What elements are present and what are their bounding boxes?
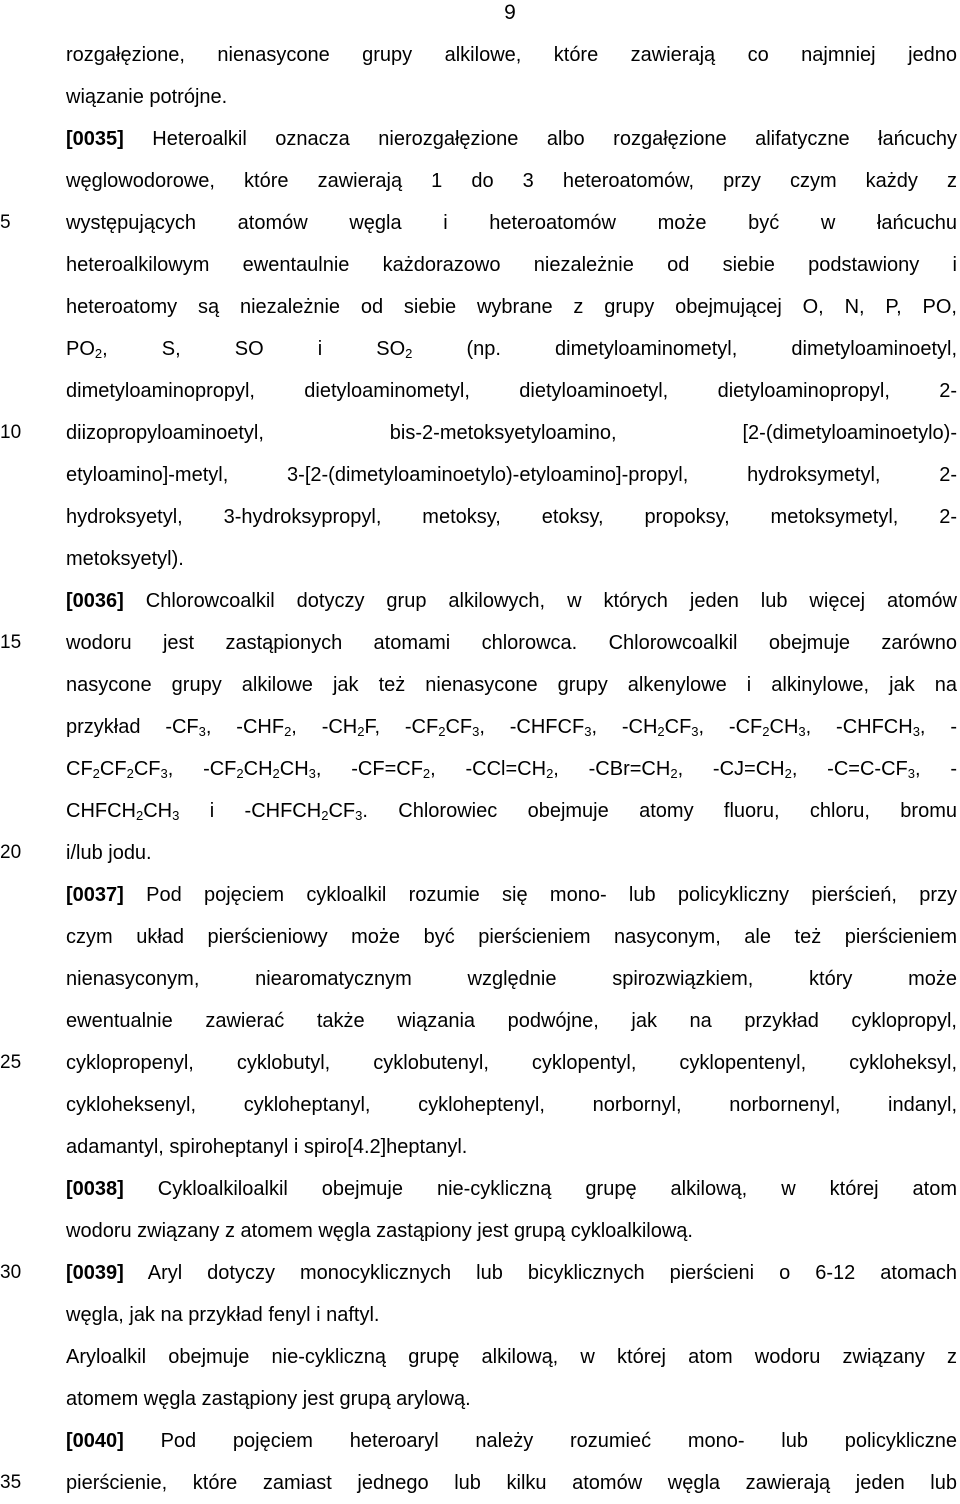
text-line — [66, 370, 957, 412]
text-run: , -CJ=CH — [677, 758, 785, 780]
text-line — [66, 412, 957, 454]
subscript: 2 — [670, 766, 678, 781]
text-line — [66, 1420, 957, 1462]
text-line — [66, 118, 957, 160]
subscript: 2 — [94, 346, 103, 361]
text-run: Chlorowcoalkil dotyczy grup alkilowych, w których jeden lub więcej atomów — [123, 590, 957, 612]
text-run: . Chlorowiec obejmuje atomy fluoru, chloru, bromu — [362, 800, 957, 822]
subscript: 2 — [762, 724, 770, 739]
paragraph-tag: [0037] — [66, 884, 124, 906]
text-run: występujących atomów węgla i heteroatomów może być w łańcuchu — [66, 212, 957, 234]
subscript: 2 — [136, 808, 144, 823]
subscript: 2 — [272, 766, 280, 781]
subscript: 3 — [907, 766, 915, 781]
text-run: , -CH — [291, 716, 358, 738]
text-run: cykloheksenyl, cykloheptanyl, cykloheptenyl, norbornyl, norbornenyl, indanyl, — [66, 1094, 957, 1116]
line-number: 10 — [0, 422, 22, 443]
text-line — [66, 328, 957, 370]
text-run: czym układ pierścieniowy może być pierścieniem nasyconym, ale też pierścieniem — [66, 926, 957, 948]
subscript: 3 — [584, 724, 592, 739]
text-run: F, -CF — [364, 716, 439, 738]
text-line — [66, 286, 957, 328]
text-run: Heteroalkil oznacza nierozgałęzione albo rozgałęzione alifatyczne łańcuchy — [123, 128, 957, 150]
subscript: 3 — [691, 724, 699, 739]
subscript: 2 — [657, 724, 665, 739]
text-run: CF — [328, 800, 356, 822]
line-number: 30 — [0, 1262, 22, 1283]
text-line — [66, 34, 957, 76]
subscript: 2 — [284, 724, 292, 739]
text-run: wodoru związany z atomem węgla zastąpiony jest grupą cykloalkilową. — [66, 1220, 693, 1242]
paragraph-tag: [0040] — [66, 1430, 124, 1452]
text-line — [66, 202, 957, 244]
text-line — [66, 496, 957, 538]
text-run: CH — [243, 758, 273, 780]
text-run: atomem węgla zastąpiony jest grupą arylową. — [66, 1388, 471, 1410]
text-run: Aryloalkil obejmuje nie-cykliczną grupę alkilową, w której atom wodoru związany z — [66, 1346, 957, 1368]
subscript: 3 — [355, 808, 363, 823]
paragraph-tag: [0036] — [66, 590, 124, 612]
subscript: 3 — [198, 724, 206, 739]
text-run: , - — [914, 758, 957, 780]
text-run: , -CHFCF — [479, 716, 585, 738]
text-line — [66, 244, 957, 286]
text-run: PO — [66, 338, 95, 360]
subscript: 3 — [798, 724, 806, 739]
text-run: hydroksyetyl, 3-hydroksypropyl, metoksy, etoksy, propoksy, metoksymetyl, 2- — [66, 506, 957, 528]
subscript: 2 — [422, 766, 431, 781]
text-run: , - — [919, 716, 957, 738]
text-run: CH — [143, 800, 173, 822]
text-line — [66, 1042, 957, 1084]
text-run: nasycone grupy alkilowe jak też nienasycone grupy alkenylowe i alkinylowe, jak na — [66, 674, 957, 696]
text-run: ewentualnie zawierać także wiązania podwójne, jak na przykład cyklopropyl, — [66, 1010, 957, 1032]
text-run: cyklopropenyl, cyklobutyl, cyklobutenyl, cyklopentyl, cyklopentenyl, cykloheksyl, — [66, 1052, 957, 1074]
text-run: Aryl dotyczy monocyklicznych lub bicyklicznych pierścieni o 6-12 atomach — [123, 1262, 957, 1284]
subscript: 2 — [236, 766, 244, 781]
text-line — [66, 1378, 957, 1420]
text-run: metoksyetyl). — [66, 548, 184, 570]
text-line — [66, 790, 957, 832]
text-run: , -CHFCH — [805, 716, 913, 738]
text-run: węglowodorowe, które zawierają 1 do 3 heteroatomów, przy czym każdy z — [66, 170, 957, 192]
subscript: 2 — [784, 766, 792, 781]
text-run: rozgałęzione, nienasycone grupy alkilowe, które zawierają co najmniej jedno — [66, 44, 957, 66]
text-line — [66, 1252, 957, 1294]
subscript: 2 — [126, 766, 134, 781]
text-run: Pod pojęciem heteroaryl należy rozumieć mono- lub policykliczne — [123, 1430, 957, 1452]
subscript: 2 — [546, 766, 554, 781]
text-run: , -CBr=CH — [553, 758, 671, 780]
subscript: 3 — [912, 724, 920, 739]
subscript: 3 — [172, 808, 180, 823]
text-line — [66, 1000, 957, 1042]
text-run: CF — [664, 716, 692, 738]
text-run: , -CCl=CH — [430, 758, 547, 780]
text-run: (np. dimetyloaminometyl, dimetyloaminoetyl, — [412, 338, 957, 360]
text-line — [66, 454, 957, 496]
text-run: wiązanie potrójne. — [66, 86, 228, 108]
text-run: diizopropyloaminoetyl, bis-2-metoksyetyloamino, [2-(dimetyloaminoetylo)- — [66, 422, 957, 444]
subscript: 2 — [357, 724, 365, 739]
text-run: dimetyloaminopropyl, dietyloaminometyl, dietyloaminoetyl, dietyloaminopropyl, 2- — [66, 380, 957, 402]
text-line — [66, 1336, 957, 1378]
text-line — [66, 916, 957, 958]
text-run: CF — [445, 716, 473, 738]
page-number: 9 — [504, 1, 516, 24]
text-run: CF — [133, 758, 161, 780]
subscript: 2 — [92, 766, 100, 781]
text-run: wodoru jest zastąpionych atomami chlorowca. Chlorowcoalkil obejmuje zarówno — [66, 632, 957, 654]
text-run: węgla, jak na przykład fenyl i naftyl. — [66, 1304, 380, 1326]
text-run: Pod pojęciem cykloalkil rozumie się mono- lub policykliczny pierścień, przy — [123, 884, 957, 906]
text-run: etyloamino]-metyl, 3-[2-(dimetyloaminoetylo)-etyloamino]-propyl, hydroksymetyl, 2- — [66, 464, 957, 486]
text-run: adamantyl, spiroheptanyl i spiro[4.2]heptanyl. — [66, 1136, 468, 1158]
text-line — [66, 76, 957, 118]
text-run: , -CH — [591, 716, 658, 738]
text-run: , -C=C-CF — [791, 758, 908, 780]
paragraph-tag: [0038] — [66, 1178, 124, 1200]
text-run: Cykloalkiloalkil obejmuje nie-cykliczną grupę alkilową, w której atom — [123, 1178, 957, 1200]
subscript: 2 — [438, 724, 446, 739]
text-line — [66, 832, 957, 874]
text-run: heteroatomy są niezależnie od siebie wybrane z grupy obejmującej O, N, P, PO, — [66, 296, 957, 318]
text-run: CHFCH — [66, 800, 136, 822]
text-run: CF — [66, 758, 93, 780]
text-line — [66, 958, 957, 1000]
text-run: pierścienie, które zamiast jednego lub kilku atomów węgla zawierają jeden lub — [66, 1472, 957, 1494]
text-line — [66, 1084, 957, 1126]
text-line — [66, 538, 957, 580]
text-run: CF — [99, 758, 127, 780]
text-run: , -CHF — [205, 716, 285, 738]
subscript: 2 — [321, 808, 329, 823]
text-run: heteroalkilowym ewentaulnie każdorazowo niezależnie od siebie podstawiony i — [66, 254, 957, 276]
text-line — [66, 874, 957, 916]
text-line — [66, 622, 957, 664]
text-run: CH — [769, 716, 799, 738]
text-run: i/lub jodu. — [66, 842, 152, 864]
text-run: , -CF=CF — [315, 758, 423, 780]
text-run: CH — [279, 758, 309, 780]
line-number: 35 — [0, 1472, 22, 1493]
text-line — [66, 1168, 957, 1210]
text-run: i -CHFCH — [179, 800, 322, 822]
text-run: , -CF — [167, 758, 237, 780]
text-line — [66, 1294, 957, 1336]
text-run: , -CF — [698, 716, 763, 738]
subscript: 3 — [160, 766, 168, 781]
paragraph-tag: [0035] — [66, 128, 124, 150]
subscript: 3 — [472, 724, 480, 739]
text-line — [66, 664, 957, 706]
subscript: 3 — [308, 766, 316, 781]
text-run: nienasyconym, niearomatycznym względnie spirozwiązkiem, który może — [66, 968, 957, 990]
paragraph-tag: [0039] — [66, 1262, 124, 1284]
line-number: 5 — [0, 212, 11, 233]
text-run: , S, SO i SO — [102, 338, 406, 360]
text-line — [66, 1126, 957, 1168]
text-line — [66, 1210, 957, 1252]
text-line — [66, 580, 957, 622]
subscript: 2 — [405, 346, 413, 361]
line-number: 20 — [0, 842, 22, 863]
text-line — [66, 706, 957, 748]
text-line — [66, 748, 957, 790]
text-run: przykład -CF — [66, 716, 199, 738]
line-number: 15 — [0, 632, 22, 653]
line-number: 25 — [0, 1052, 22, 1073]
text-line — [66, 1462, 957, 1504]
text-line — [66, 160, 957, 202]
